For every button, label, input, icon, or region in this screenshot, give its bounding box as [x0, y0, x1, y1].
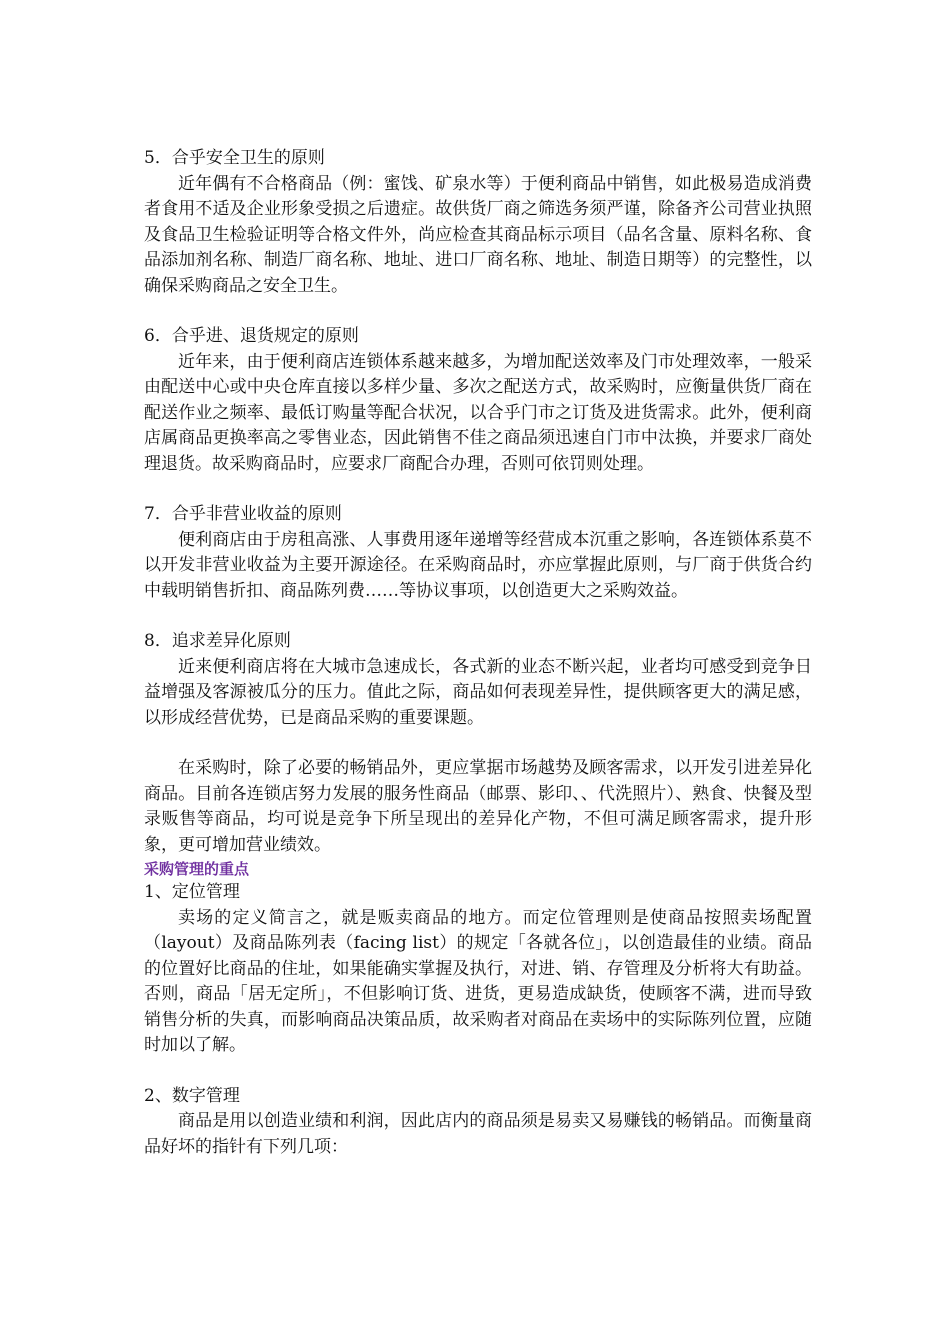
purchasing-management-title: 采购管理的重点	[144, 860, 250, 878]
section-8-heading: 8．追求差异化原则	[144, 631, 291, 651]
paragraph-spacer	[144, 604, 812, 629]
section-8-paragraph-1: 近来便利商店将在大城市急速成长，各式新的业态不断兴起，业者均可感受到竞争日益增强及客源被瓜分的压力。值此之际，商品如何表现差异性，提供顾客更大的满足感，以形成经营优势，已是商品采购的重要课题。	[144, 656, 812, 728]
numeric-management-paragraph: 商品是用以创造业绩和利润，因此店内的商品须是易卖又易赚钱的畅销品。而衡量商品好坏的指针有下列几项：	[144, 1111, 812, 1157]
document-body	[144, 146, 812, 1160]
section-8-paragraph-2: 在采购时，除了必要的畅销品外，更应掌据市场越势及顾客需求，以开发引进差异化商品。目前各连锁店努力发展的服务性商品（邮票、影印、、代洗照片）、熟食、快餐及型录贩售等商品，均可说是竞争下所呈现出的差异化产物，不但可满足顾客需求，提升形象，更可增加营业绩效。	[144, 758, 812, 855]
positioning-management-heading: 1、定位管理	[144, 882, 240, 902]
paragraph-spacer	[144, 731, 812, 756]
section-6-heading: 6．合乎进、退货规定的原则	[144, 326, 359, 346]
section-7-paragraph: 便利商店由于房租高涨、人事费用逐年递增等经营成本沉重之影响，各连锁体系莫不以开发非营业收益为主要开源途径。在采购商品时，亦应掌握此原则，与厂商于供货合约中载明销售折扣、商品陈列费……等协议事项，以创造更大之采购效益。	[144, 529, 812, 601]
section-5-heading: 5．合乎安全卫生的原则	[144, 148, 325, 168]
section-7-heading: 7．合乎非营业收益的原则	[144, 504, 342, 524]
positioning-management-paragraph: 卖场的定义简言之，就是贩卖商品的地方。而定位管理则是使商品按照卖场配置（layout）及商品陈列表（facing list）的规定「各就各位」，以创造最佳的业绩。商品的位置好比商品的住址，如果能确实掌握及执行，对进、销、存管理及分析将大有助益。否则，商品「居无定所」，不但影响订货、进货，更易造成缺货，使顾客不满，进而导致销售分析的失真，而影响商品决策品质，故采购者对商品在卖场中的实际陈列位置，应随时加以了解。	[144, 907, 812, 1055]
section-5-paragraph: 近年偶有不合格商品（例：蜜饯、矿泉水等）于便利商品中销售，如此极易造成消费者食用不适及企业形象受损之后遗症。故供货厂商之筛选务须严谨，除备齐公司营业执照及食品卫生检验证明等合格文件外，尚应检查其商品标示项目（品名含量、原料名称、食品添加剂名称、制造厂商名称、地址、进口厂商名称、地址、制造日期等）的完整性，以确保采购商品之安全卫生。	[144, 173, 812, 296]
paragraph-spacer	[144, 299, 812, 324]
paragraph-spacer	[144, 1059, 812, 1084]
numeric-management-heading: 2、数字管理	[144, 1085, 240, 1106]
paragraph-spacer	[144, 477, 812, 502]
section-6-paragraph: 近年来，由于便利商店连锁体系越来越多，为增加配送效率及门市处理效率，一般采由配送中心或中央仓库直接以多样少量、多次之配送方式，故采购时，应衡量供货厂商在配送作业之频率、最低订购量等配合状况，以合乎门市之订货及进货需求。此外，便利商店属商品更换率高之零售业态，因此销售不佳之商品须迅速自门市中汰换，并要求厂商处理退货。故采购商品时，应要求厂商配合办理，否则可依罚则处理。	[144, 351, 812, 474]
